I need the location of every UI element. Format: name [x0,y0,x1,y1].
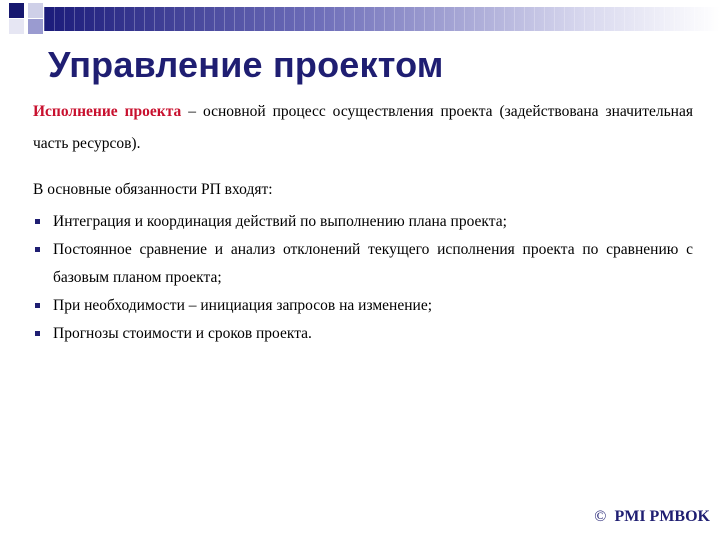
corner-square-medium [28,19,43,34]
intro-term: Исполнение проекта [33,103,182,120]
corner-square-pale [9,19,24,34]
list-item-text: Постоянное сравнение и анализ отклонений текущего исполнения проекта по сравнению с базовым планом проекта; [53,241,693,286]
bullet-square-icon [35,331,40,336]
duties-list [33,208,693,348]
copyright-symbol: © [594,508,607,525]
list-item [33,292,693,320]
header-gradient-band [44,7,720,31]
bullet-square-icon [35,247,40,252]
list-item-text: При необходимости – инициация запросов на изменение; [53,297,433,314]
source-label: PMI PMBOK [614,508,710,525]
bullet-square-icon [35,303,40,308]
intro-text: – основной процесс осуществления проекта (задействована значительная часть ресурсов). [33,103,693,152]
slide-title: Управление проектом [48,44,444,85]
list-item [33,236,693,292]
corner-square-light [28,3,43,18]
list-item-text: Прогнозы стоимости и сроков проекта. [53,325,312,342]
duties-heading: В основные обязанности РП входят: [33,181,273,198]
footer-source [594,508,710,526]
list-item [33,320,693,348]
list-item-text: Интеграция и координация действий по выполнению плана проекта; [53,213,507,230]
bullet-square-icon [35,219,40,224]
list-item [33,208,693,236]
corner-square-dark [9,3,24,18]
intro-paragraph [33,96,693,160]
